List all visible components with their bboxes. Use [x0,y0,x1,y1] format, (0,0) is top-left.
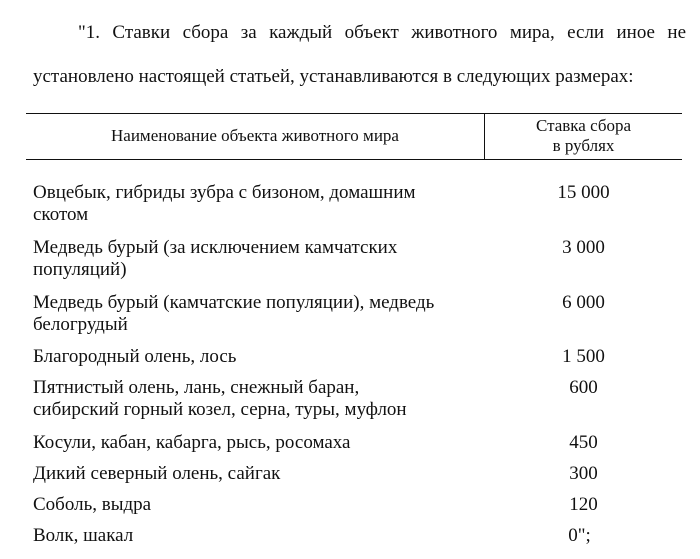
row-object-name-line-1: Соболь, выдра [33,494,152,515]
row-object-name [33,346,483,368]
row-object-name-line-1: Косули, кабан, кабарга, рысь, росомаха [33,432,351,453]
row-rate-value: 300 [569,463,598,484]
row-rate-value: 6 000 [562,292,605,313]
column-header-object-name: Наименование объекта животного мира [111,126,399,145]
row-object-name [33,237,483,281]
row-object-name [33,525,483,547]
row-rate-value: 15 000 [557,182,610,203]
row-object-name [33,292,483,336]
row-object-name-line-1: Волк, шакал [33,525,134,546]
row-rate-value: 120 [569,494,598,515]
row-object-name-line-1: Медведь бурый (за исключением камчатских [33,237,398,258]
row-object-name-line-2: скотом [33,204,89,225]
row-object-name [33,432,483,454]
table-header-bottom-border [26,159,682,160]
row-object-name [33,494,483,516]
row-object-name-line-1: Благородный олень, лось [33,346,237,367]
row-object-name-line-2: сибирский горный козел, серна, туры, муфлон [33,399,407,420]
row-object-name [33,377,483,421]
column-header-rate [485,116,682,156]
row-object-name-line-1: Дикий северный олень, сайгак [33,463,281,484]
row-rate-value: 0"; [568,525,591,546]
row-object-name-line-1: Пятнистый олень, лань, снежный баран, [33,377,360,398]
row-rate-value: 1 500 [562,346,605,367]
column-header-rate-line-1: Ставка сбора [535,116,632,135]
row-object-name-line-1: Овцебык, гибриды зубра с бизоном, домашним [33,182,416,203]
row-object-name [33,463,483,485]
row-object-name-line-2: белогрудый [33,314,128,335]
intro-paragraph-line-2: установлено настоящей статьей, устанавливаются в следующих размерах: [33,66,634,87]
row-object-name-line-1: Медведь бурый (камчатские популяции), медведь [33,292,435,313]
column-header-rate-line-2: в рублях [552,136,615,155]
table-top-border [26,113,682,114]
intro-paragraph-line-1: "1. Ставки сбора за каждый объект животного мира, если иное не [78,22,686,43]
row-rate-value: 3 000 [562,237,605,258]
row-object-name-line-2: популяций) [33,259,127,280]
row-object-name [33,182,483,226]
row-rate-value: 600 [569,377,598,398]
row-rate-value: 450 [569,432,598,453]
